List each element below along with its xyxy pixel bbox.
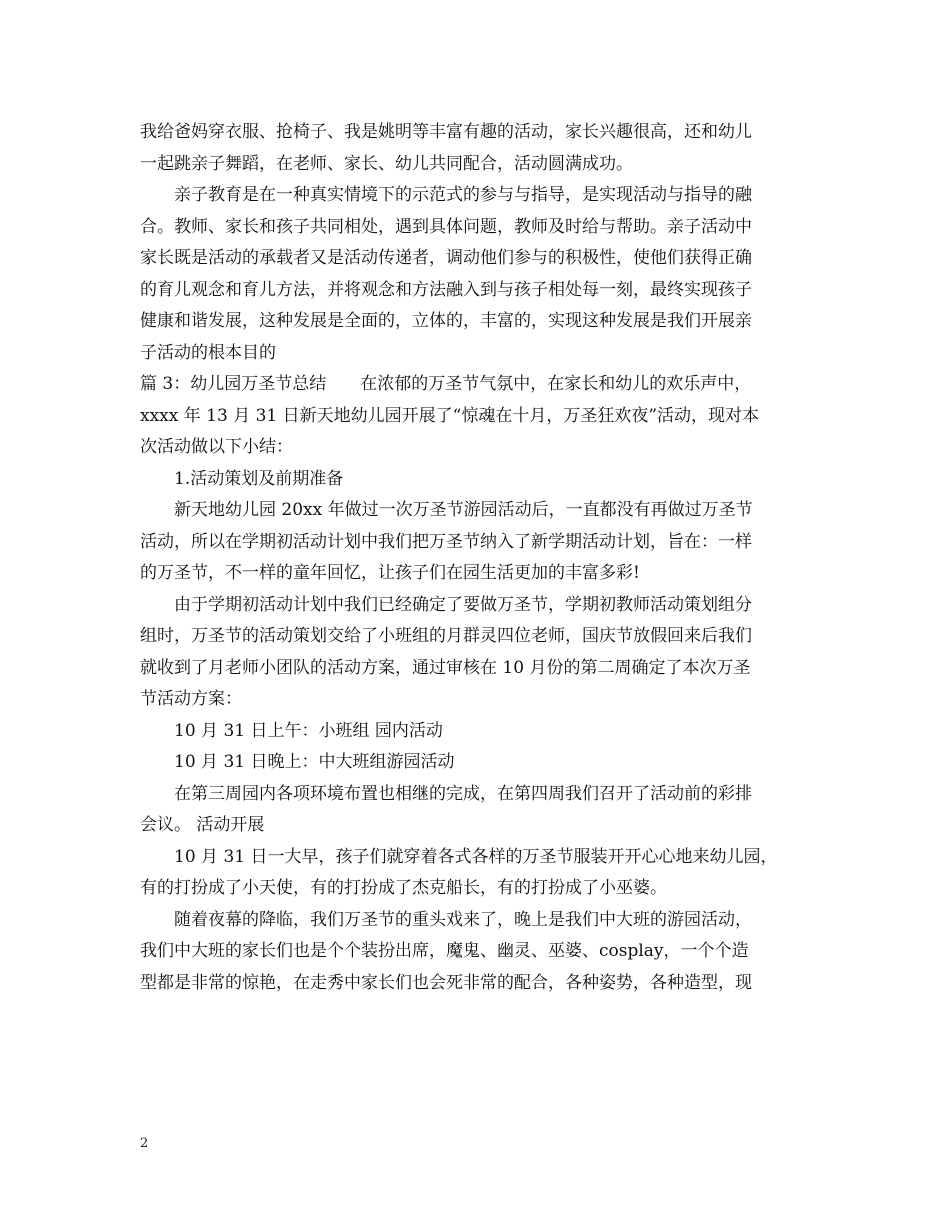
text-line: 家长既是活动的承载者又是活动传递者，调动他们参与的积极性，使他们获得正确 — [140, 248, 752, 268]
text-line: 我们中大班的家长们也是个个装扮出席，魔鬼、幽灵、巫婆、cosplay，一个个造 — [140, 941, 749, 961]
text-line: 10 月 31 日一大早，孩子们就穿着各式各样的万圣节服装开开心心地来幼儿园， — [174, 846, 778, 867]
text-line: 合。教师、家长和孩子共同相处，遇到具体问题，教师及时给与帮助。亲子活动中 — [140, 216, 752, 237]
text-line: 篇 3：幼儿园万圣节总结 在浓郁的万圣节气氛中，在家长和幼儿的欢乐声中， — [140, 374, 752, 394]
text-line: 组时，万圣节的活动策划交给了小班组的月群灵四位老师，国庆节放假回来后我们 — [140, 626, 752, 646]
text-line: 在第三周园内各项环境布置也相继的完成，在第四周我们召开了活动前的彩排 — [174, 783, 752, 804]
text-line: 活动，所以在学期初活动计划中我们把万圣节纳入了新学期活动计划，旨在：一样 — [140, 531, 752, 552]
document-body — [140, 117, 826, 999]
text-line: 型都是非常的惊艳，在走秀中家长们也会死非常的配合，各种姿势，各种造型，现 — [140, 972, 752, 993]
text-line: 10 月 31 日上午：小班组 园内活动 — [174, 720, 443, 741]
text-line: 健康和谐发展，这种发展是全面的，立体的，丰富的，实现这种发展是我们开展亲 — [140, 311, 752, 331]
text-line: 会议。 活动开展 — [140, 815, 265, 835]
text-line: 节活动方案： — [140, 689, 242, 709]
text-line: 随着夜幕的降临，我们万圣节的重头戏来了，晚上是我们中大班的游园活动， — [174, 909, 752, 930]
text-line: 新天地幼儿园 20xx 年做过一次万圣节游园活动后，一直都没有再做过万圣节 — [174, 500, 753, 520]
text-line: 次活动做以下小结： — [140, 437, 293, 457]
text-line: 亲子教育是在一种真实情境下的示范式的参与与指导，是实现活动与指导的融 — [174, 185, 752, 205]
text-line: 我给爸妈穿衣服、抢椅子、我是姚明等丰富有趣的活动，家长兴趣很高，还和幼儿 — [140, 122, 752, 142]
text-line: 子活动的根本目的 — [140, 342, 276, 363]
text-line: 有的打扮成了小天使，有的打扮成了杰克船长，有的打扮成了小巫婆。 — [140, 878, 667, 898]
text-line: 一起跳亲子舞蹈，在老师、家长、幼儿共同配合，活动圆满成功。 — [140, 153, 633, 174]
text-line: xxxx 年 13 月 31 日新天地幼儿园开展了“惊魂在十月，万圣狂欢夜”活动，现对本 — [140, 405, 760, 426]
page-number: 2 — [140, 1136, 149, 1151]
text-line: 的万圣节，不一样的童年回忆，让孩子们在园生活更加的丰富多彩! — [140, 563, 640, 583]
text-line: 的育儿观念和育儿方法，并将观念和方法融入到与孩子相处每一刻，最终实现孩子 — [140, 279, 752, 300]
text-line: 10 月 31 日晚上：中大班组游园活动 — [174, 752, 455, 772]
text-line: 1.活动策划及前期准备 — [174, 468, 344, 489]
text-line: 就收到了月老师小团队的活动方案，通过审核在 10 月份的第二周确定了本次万圣 — [140, 657, 751, 678]
text-line: 由于学期初活动计划中我们已经确定了要做万圣节，学期初教师活动策划组分 — [174, 594, 752, 615]
